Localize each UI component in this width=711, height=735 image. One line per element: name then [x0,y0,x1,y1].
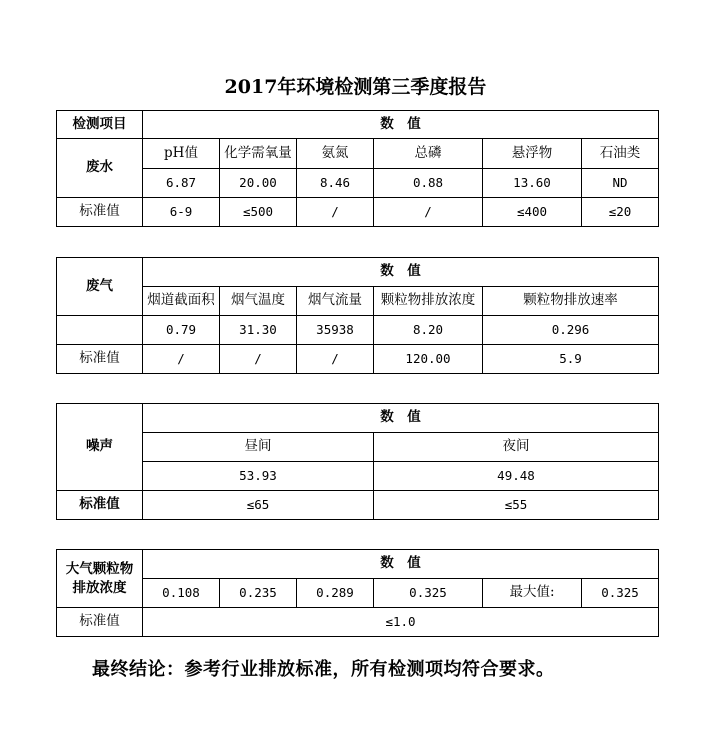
exhaust-gas-label: 废气 [57,258,143,316]
value-cell: 35938 [297,316,374,345]
value-cell: 0.88 [374,169,483,198]
max-label: 最大值: [483,579,582,608]
standard-label: 标准值 [57,345,143,374]
value-cell: 0.108 [143,579,220,608]
value-cell: 0.79 [143,316,220,345]
value-cell: ND [582,169,659,198]
value-cell: 8.46 [297,169,374,198]
conclusion-text: 最终结论：参考行业排放标准，所有检测项均符合要求。 [92,659,555,680]
standard-cell: / [374,198,483,227]
standard-cell: ≤55 [374,491,659,520]
column-header: 颗粒物排放浓度 [374,287,483,316]
standard-cell: ≤1.0 [143,608,659,637]
wastewater-table [56,110,659,227]
standard-cell: / [143,345,220,374]
standard-label: 标准值 [57,198,143,227]
standard-cell: / [297,345,374,374]
value-header: 数 值 [143,404,659,433]
standard-cell: ≤20 [582,198,659,227]
empty-cell [57,316,143,345]
max-value: 0.325 [582,579,659,608]
noise-label: 噪声 [57,404,143,491]
value-cell: 0.325 [374,579,483,608]
standard-cell: ≤400 [483,198,582,227]
item-header: 检测项目 [57,111,143,139]
value-header: 数 值 [143,111,659,139]
column-header: 总磷 [374,139,483,169]
wastewater-label: 废水 [57,139,143,198]
column-header: 化学需氧量 [220,139,297,169]
value-header: 数 值 [143,258,659,287]
standard-cell: / [220,345,297,374]
value-cell: 0.235 [220,579,297,608]
value-cell: 8.20 [374,316,483,345]
standard-cell: 5.9 [483,345,659,374]
column-header: 昼间 [143,433,374,462]
column-header: 烟道截面积 [143,287,220,316]
particulate-label [57,550,143,608]
value-header: 数 值 [143,550,659,579]
column-header: pH值 [143,139,220,169]
value-cell: 6.87 [143,169,220,198]
value-cell: 13.60 [483,169,582,198]
standard-cell: ≤500 [220,198,297,227]
standard-cell: / [297,198,374,227]
standard-cell: 6-9 [143,198,220,227]
value-cell: 53.93 [143,462,374,491]
standard-cell: 120.00 [374,345,483,374]
column-header: 烟气流量 [297,287,374,316]
standard-cell: ≤65 [143,491,374,520]
value-cell: 20.00 [220,169,297,198]
particulate-table [56,549,659,637]
value-cell: 49.48 [374,462,659,491]
value-cell: 0.289 [297,579,374,608]
column-header: 夜间 [374,433,659,462]
column-header: 氨氮 [297,139,374,169]
particulate-label-line1: 大气颗粒物 [65,561,134,578]
standard-label: 标准值 [57,491,143,520]
report-title: 2017年环境检测第三季度报告 [224,76,487,98]
column-header: 颗粒物排放速率 [483,287,659,316]
exhaust-gas-table [56,257,659,374]
value-cell: 31.30 [220,316,297,345]
particulate-label-line2: 排放浓度 [72,579,127,596]
column-header: 悬浮物 [483,139,582,169]
column-header: 石油类 [582,139,659,169]
noise-table [56,403,659,520]
standard-label: 标准值 [57,608,143,637]
column-header: 烟气温度 [220,287,297,316]
value-cell: 0.296 [483,316,659,345]
